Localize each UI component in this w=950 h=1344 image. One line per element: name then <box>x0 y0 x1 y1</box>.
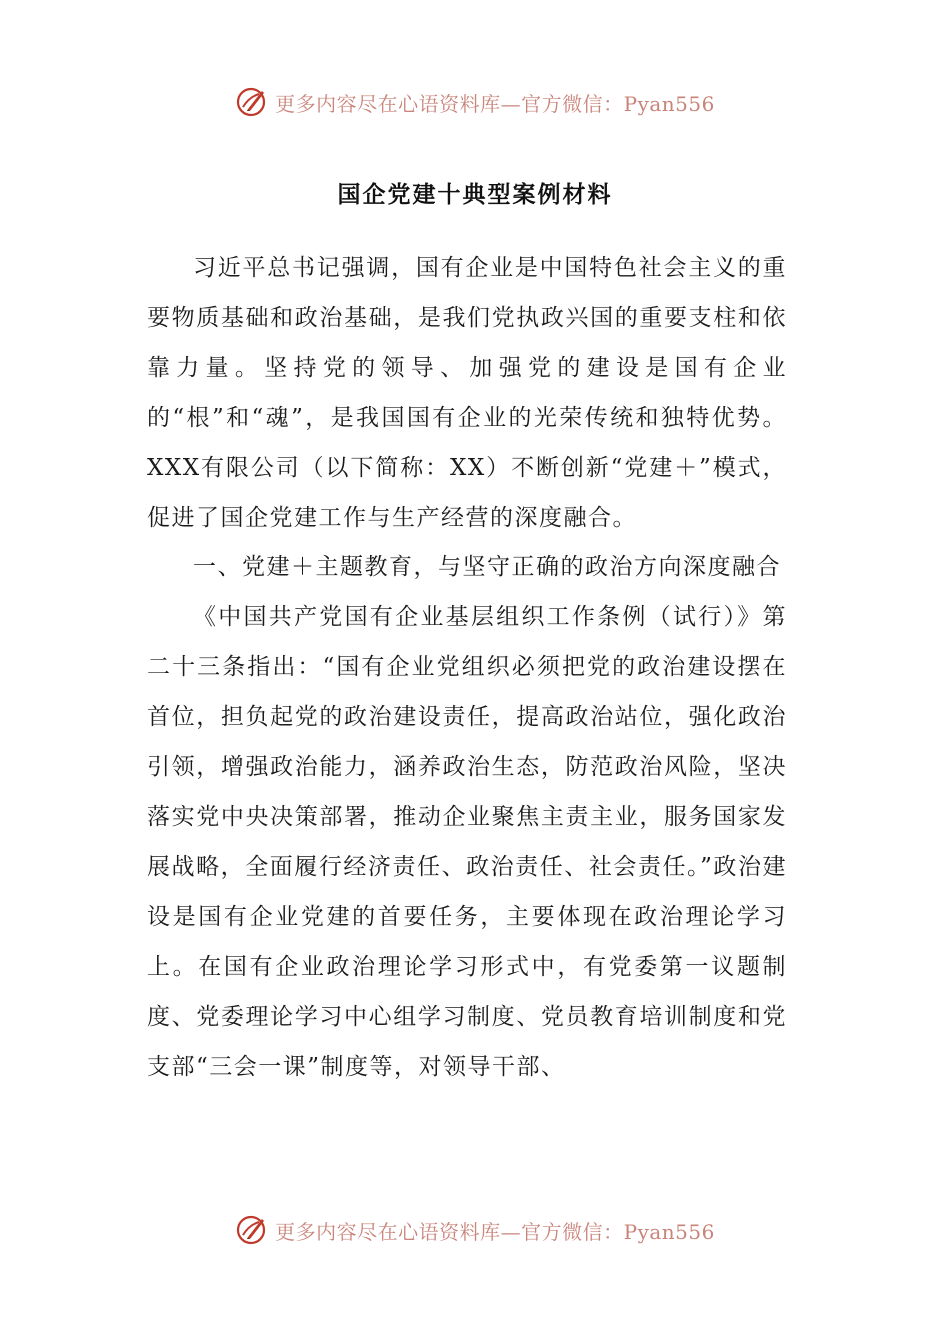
watermark-header <box>0 82 950 122</box>
pen-logo-icon <box>235 85 269 119</box>
section-heading-1: 一、党建＋主题教育，与坚守正确的政治方向深度融合 <box>193 554 781 581</box>
document-body <box>147 244 787 1092</box>
paragraph-intro: 习近平总书记强调，国有企业是中国特色社会主义的重要物质基础和政治基础，是我们党执政兴国的重要支柱和依靠力量。坚持党的领导、加强党的建设是国有企业的“根”和“魂”，是我国国有企业的光荣传统和独特优势。XXX有限公司（以下简称：XX）不断创新“党建＋”模式，促进了国企党建工作与生产经营的深度融合。 <box>147 255 787 531</box>
pen-logo-icon <box>235 1213 269 1247</box>
document-title: 国企党建十典型案例材料 <box>337 182 613 208</box>
watermark-text: 更多内容尽在心语资料库—官方微信：Pyan556 <box>275 91 715 116</box>
watermark-text: 更多内容尽在心语资料库—官方微信：Pyan556 <box>275 1219 715 1244</box>
paragraph-regulation: 《中国共产党国有企业基层组织工作条例（试行）》第二十三条指出：“国有企业党组织必须把党的政治建设摆在首位，担负起党的政治建设责任，提高政治站位，强化政治引领，增强政治能力，涵养政治生态，防范政治风险，坚决落实党中央决策部署，推动企业聚焦主责主业，服务国家发展战略，全面履行经济责任、政治责任、社会责任。”政治建设是国有企业党建的首要任务，主要体现在政治理论学习上。在国有企业政治理论学习形式中，有党委第一议题制度、党委理论学习中心组学习制度、党员教育培训制度和党支部“三会一课”制度等，对领导干部、 <box>147 604 787 1080</box>
watermark-footer <box>0 1210 950 1250</box>
